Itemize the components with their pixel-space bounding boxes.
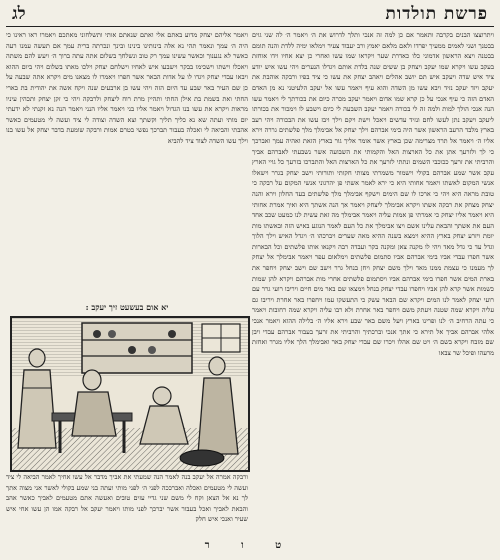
woodcut-illustration <box>10 316 250 472</box>
woodcut-drawing <box>12 318 248 470</box>
page-number: לג <box>12 4 26 24</box>
illustration-caption: יא אום בעשעט זיך יעקב : <box>85 302 169 312</box>
text-columns <box>6 30 494 536</box>
running-title: פרשת תולדות <box>385 4 488 24</box>
page-header <box>6 4 494 27</box>
left-column-top <box>6 30 248 298</box>
left-column-top-text: ויאמר אליהם יצחק מדוע באתם אלי ואתם שנאתם אותי ותשלחוני מאתכם ויאמרו ראו ראינו כי היה ה׳ עמך ונאמר תהי נא אלה בינותינו בינינו ובינך ונכרתה ברית עמך אם תעשה עמנו רעה כאשר לא נגענוך וכאשר עשינו עמך רק טוב ונשלחך בשלום אתה עתה ברוך ה׳ ויעש להם משתה ויאכלו וישתו וישכימו בבקר וישבעו איש לאחיו וישלחם יצחק וילכו מאתו בשלום ויהי ביום ההוא ויבאו עבדי יצחק ויגדו לו על אדות הבאר אשר חפרו ויאמרו לו מצאנו מים ויקרא אתה שבעה על כן שם העיר באר שבע עד היום הזה ויהי עשו בן ארבעים שנה ויקח אשה את יהודית בת בארי החתי ואת בשמת בת אילן החתי ותהיין מרת רוח ליצחק ולרבקה ויהי כי זקן יצחק ותכהין עיניו מראות ויקרא את עשו בנו הגדול ויאמר אליו בני ויאמר אליו הנני ויאמר הנה נא זקנתי לא ידעתי יום מותי ועתה שא נא כליך תליך וקשתך וצא השדה וצודה לי ציד ועשה לי מטעמים כאשר אהבתי והביאה לי ואכלה בעבור תברכך נפשי בטרם אמות ורבקה שומעת בדבר יצחק אל עשו בנו וילך עשו השדה לצוד ציד להביא <box>6 31 248 145</box>
left-column-bottom <box>6 472 248 536</box>
signature-marks: ט ו ר <box>204 540 296 551</box>
right-column-text: ויתרוצצו הבנים בקרבה ותאמר אם כן למה זה אנכי ותלך לדרוש את ה׳ ויאמר ה׳ לה שני גוים בבטנך ושני לאמים ממעיך יפרדו ולאם מלאם יאמץ ורב יעבוד צעיר וימלאו ימיה ללדת והנה תומם בבטנה ויצא הראשון אדמוני כלו כאדרת שער ויקראו שמו עשו ואחרי כן יצא אחיו וידו אוחזת בעקב עשו ויקרא שמו יעקב ויצחק בן ששים שנה בלדת אותם ויגדלו הנערים ויהי עשו איש יודע ציד איש שדה ויעקב איש תם יושב אהלים ויאהב יצחק את עשו כי ציד בפיו ורבקה אוהבת את יעקב ויזד יעקב נזיד ויבא עשו מן השדה והוא עיף ויאמר עשו אל יעקב הלעיטני נא מן האדם האדם הזה כי עיף אנכי על כן קרא שמו אדום ויאמר יעקב מכרה כיום את בכורתך לי ויאמר עשו הנה אנכי הולך למות ולמה זה לי בכורה ויאמר יעקב השבעה לי כיום וישבע לו וימכור את בכורתו ליעקב ויעקב נתן לעשו לחם ונזיד עדשים ויאכל וישת ויקם וילך ויבז עשו את הבכורה ויהי רעב בארץ מלבד הרעב הראשון אשר היה בימי אברהם וילך יצחק אל אבימלך מלך פלשתים גררה וירא אליו ה׳ ויאמר אל תרד מצרימה שכן בארץ אשר אומר אליך גור בארץ הזאת ואהיה עמך ואברכך כי לך ולזרעך אתן את כל הארצות האל והקמותי את השבועה אשר נשבעתי לאברהם אביך והרביתי את זרעך ככוכבי השמים ונתתי לזרעך את כל הארצות האל והתברכו בזרעך כל גויי הארץ עקב אשר שמע אברהם בקולי וישמור משמרתי מצותי חקותי ותורותי וישב יצחק בגרר וישאלו אנשי המקום לאשתו ויאמר אחותי היא כי ירא לאמר אשתי פן יהרגוני אנשי המקום על רבקה כי טובת מראה היא ויהי כי ארכו לו שם הימים וישקף אבימלך מלך פלשתים בעד החלון וירא והנה יצחק מצחק את רבקה אשתו ויקרא אבימלך ליצחק ויאמר אך הנה אשתך היא ואיך אמרת אחותי היא ויאמר אליו יצחק כי אמרתי פן אמות עליה ויאמר אבימלך מה זאת עשית לנו כמעט שכב אחד העם את אשתך והבאת עלינו אשם ויצו אבימלך את כל העם לאמר הנוגע באיש הזה ובאשתו מות יומת ויזרע יצחק בארץ ההיא וימצא בשנה ההיא מאה שערים ויברכהו ה׳ ויגדל האיש וילך הלוך וגדל עד כי גדל מאד ויהי לו מקנה צאן ומקנה בקר ועבדה רבה ויקנאו אותו פלשתים וכל הבארות אשר חפרו עבדי אביו בימי אברהם אביו סתמום פלשתים וימלאום עפר ויאמר אבימלך אל יצחק לך מעמנו כי עצמת ממנו מאד וילך משם יצחק ויחן בנחל גרר וישב שם וישב יצחק ויחפר את בארת המים אשר חפרו בימי אברהם אביו ויסתמום פלשתים אחרי מות אברהם ויקרא להן שמות כשמות אשר קרא להן אביו ויחפרו עבדי יצחק בנחל וימצאו שם באר מים חיים ויריבו רועי גרר עם רועי יצחק לאמר לנו המים ויקרא שם הבאר עשק כי התעשקו עמו ויחפרו באר אחרת ויריבו גם עליה ויקרא שמה שטנה ויעתק משם ויחפר באר אחרת ולא רבו עליה ויקרא שמה רחובות ויאמר כי עתה הרחיב ה׳ לנו ופרינו בארץ ויעל משם באר שבע וירא אליו ה׳ בלילה ההוא ויאמר אנכי אלהי אברהם אביך אל תירא כי אתך אנכי וברכתיך והרביתי את זרעך בעבור אברהם עבדי ויבן שם מזבח ויקרא בשם ה׳ ויט שם אהלו ויכרו שם עבדי יצחק באר ואבימלך הלך אליו מגרר ואחזת מרעהו ופיכל שר צבאו <box>252 31 494 357</box>
right-column <box>252 30 494 536</box>
left-column-bottom-text: ורבקה אמרה אל יעקב בנה לאמר הנה שמעתי את אביך מדבר אל עשו אחיך לאמר הביאה לי ציד ועשה לי מטעמים ואכלה ואברככה לפני ה׳ לפני מותי ועתה בני שמע בקולי לאשר אני מצוה אתך לך נא אל הצאן וקח לי משם שני גדיי עזים טובים ואעשה אתם מטעמים לאביך כאשר אהב והבאת לאביך ואכל בעבור אשר יברכך לפני מותו ויאמר יעקב אל רבקה אמו הן עשו אחי איש שעיר ואנכי איש חלק <box>6 473 248 524</box>
